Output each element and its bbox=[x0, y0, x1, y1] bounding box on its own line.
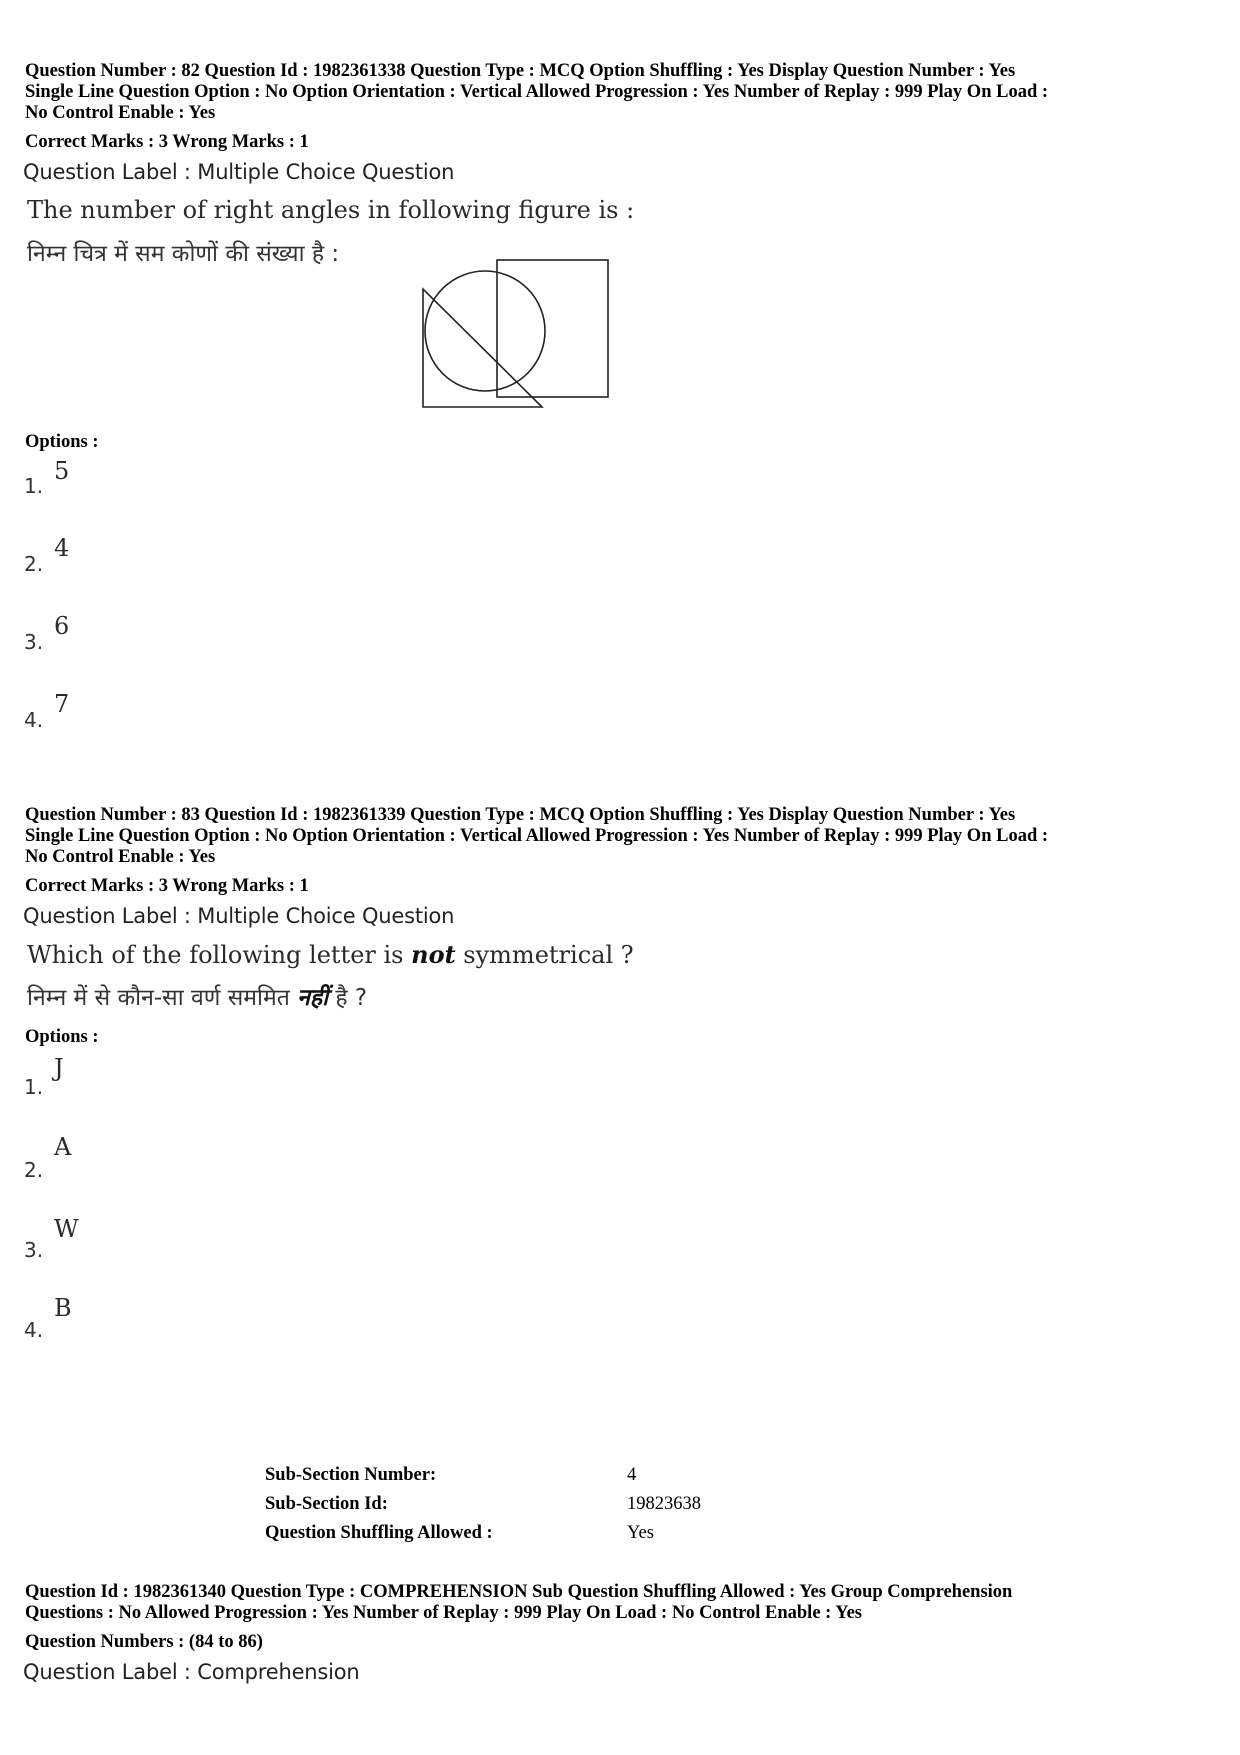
subsection-shuffle-label: Question Shuffling Allowed : bbox=[265, 1523, 493, 1543]
comprehension-question-numbers: Question Numbers : (84 to 86) bbox=[25, 1632, 263, 1652]
comprehension-metadata: Question Id : 1982361340 Question Type : COMPREHENSION Sub Question Shuffling Allowed : Yes Group Comprehension Questions : No Allowed Progression : Yes Number of Replay : 999 Play On Load : No Control Enable : Yes bbox=[25, 1582, 1013, 1623]
q83-text-hi-pre: निम्न में से कौन-सा वर्ण सममित bbox=[27, 985, 298, 1011]
q82-option-1-number: 1. bbox=[24, 474, 44, 498]
q83-option-4-number: 4. bbox=[24, 1318, 44, 1342]
subsection-id-value: 19823638 bbox=[627, 1494, 701, 1514]
q82-marks: Correct Marks : 3 Wrong Marks : 1 bbox=[25, 132, 309, 152]
q82-question-text-english: The number of right angles in following figure is : bbox=[27, 196, 635, 224]
q83-option-1-number: 1. bbox=[24, 1075, 44, 1099]
q83-option-4-value[interactable]: B bbox=[54, 1294, 72, 1322]
q83-marks: Correct Marks : 3 Wrong Marks : 1 bbox=[25, 876, 309, 896]
q82-option-2-number: 2. bbox=[24, 552, 44, 576]
figure-square bbox=[497, 260, 608, 397]
q82-question-label: Question Label : Multiple Choice Question bbox=[23, 160, 455, 184]
subsection-number-label: Sub-Section Number: bbox=[265, 1465, 437, 1485]
q82-option-2-value[interactable]: 4 bbox=[54, 534, 70, 562]
q82-figure-circle-square-triangle bbox=[420, 255, 620, 415]
q83-option-1-value[interactable]: J bbox=[54, 1054, 64, 1082]
subsection-number-value: 4 bbox=[627, 1465, 637, 1485]
comprehension-question-label: Question Label : Comprehension bbox=[23, 1660, 360, 1684]
q83-option-3-value[interactable]: W bbox=[54, 1215, 79, 1243]
q83-option-3-number: 3. bbox=[24, 1238, 44, 1262]
q82-metadata: Question Number : 82 Question Id : 1982361338 Question Type : MCQ Option Shuffling : Yes Display Question Number : Yes Single Line Question Option : No Option Orientation : Vertical Allowed Progression : Yes Number of Replay : 999 Play On Load : No Control Enable : Yes bbox=[25, 61, 1049, 123]
q82-option-1-value[interactable]: 5 bbox=[54, 457, 70, 485]
q83-text-en-pre: Which of the following letter is bbox=[27, 941, 412, 969]
q83-question-text-english bbox=[27, 940, 634, 969]
q83-text-en-emphasis: not bbox=[411, 940, 456, 969]
figure-circle bbox=[425, 271, 545, 391]
q82-option-4-value[interactable]: 7 bbox=[54, 690, 70, 718]
q82-option-3-number: 3. bbox=[24, 630, 44, 654]
q83-text-hi-emphasis: नहीं bbox=[297, 985, 329, 1011]
q82-options-heading: Options : bbox=[25, 432, 99, 452]
q82-option-3-value[interactable]: 6 bbox=[54, 612, 70, 640]
subsection-id-label: Sub-Section Id: bbox=[265, 1494, 388, 1514]
q83-options-heading: Options : bbox=[25, 1027, 99, 1047]
q82-option-4-number: 4. bbox=[24, 708, 44, 732]
subsection-shuffle-value: Yes bbox=[627, 1523, 654, 1543]
q83-option-2-value[interactable]: A bbox=[54, 1133, 72, 1161]
q83-metadata: Question Number : 83 Question Id : 1982361339 Question Type : MCQ Option Shuffling : Yes Display Question Number : Yes Single Line Question Option : No Option Orientation : Vertical Allowed Progression : Yes Number of Replay : 999 Play On Load : No Control Enable : Yes bbox=[25, 805, 1049, 867]
q82-question-text-hindi: निम्न चित्र में सम कोणों की संख्या है : bbox=[27, 241, 340, 267]
figure-triangle bbox=[423, 289, 542, 407]
q83-question-text-hindi bbox=[27, 980, 367, 1012]
q83-text-en-post: symmetrical ? bbox=[455, 941, 634, 969]
q83-option-2-number: 2. bbox=[24, 1158, 44, 1182]
q83-text-hi-post: है ? bbox=[328, 985, 368, 1011]
q83-question-label: Question Label : Multiple Choice Question bbox=[23, 904, 455, 928]
